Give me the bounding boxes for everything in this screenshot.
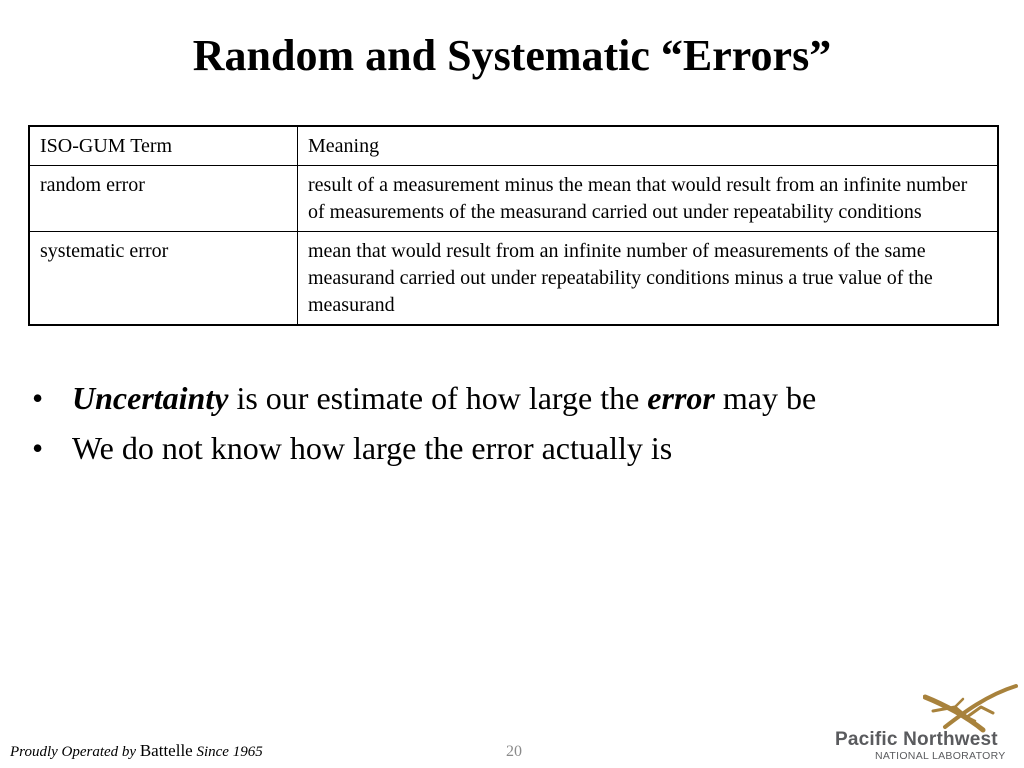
footer-suffix: Since 1965 [192, 744, 263, 760]
page-number: 20 [506, 743, 522, 760]
footer-prefix: Proudly Operated by [10, 744, 140, 760]
table-row [29, 232, 998, 326]
bullet-item-uncertainty [30, 378, 970, 418]
meaning-cell: result of a measurement minus the mean that would result from an infinite number of measurements of the measurand carried out under repeatability conditions [298, 166, 999, 232]
pnnl-logo [835, 683, 1020, 763]
uncertainty-term: Uncertainty [72, 380, 229, 416]
header-meaning: Meaning [298, 126, 999, 166]
logo-subtitle: NATIONAL LABORATORY [875, 750, 1006, 762]
meaning-cell: mean that would result from an infinite number of measurements of the same measurand carried out under repeatability conditions minus a true value of the measurand [298, 232, 999, 326]
bullet-list [30, 378, 970, 478]
definitions-table [28, 125, 999, 326]
bullet-text: may be [714, 380, 817, 416]
bullet-marker: • [32, 430, 44, 466]
header-term: ISO-GUM Term [29, 126, 298, 166]
error-term: error [647, 380, 715, 416]
table-header-row [29, 126, 998, 166]
logo-name: Pacific Northwest [835, 729, 998, 750]
bullet-text: is our estimate of how large the [228, 380, 648, 416]
table-row [29, 166, 998, 232]
footer-tagline [10, 741, 263, 761]
term-cell: random error [29, 166, 298, 232]
slide-title: Random and Systematic “Errors” [192, 31, 832, 80]
bullet-item-error [30, 428, 970, 468]
term-cell: systematic error [29, 232, 298, 326]
bullet-text: We do not know how large the error actually is [72, 430, 673, 466]
battelle-brand: Battelle [139, 741, 193, 760]
bullet-marker: • [32, 380, 44, 416]
pnnl-mark-icon [923, 683, 1019, 733]
